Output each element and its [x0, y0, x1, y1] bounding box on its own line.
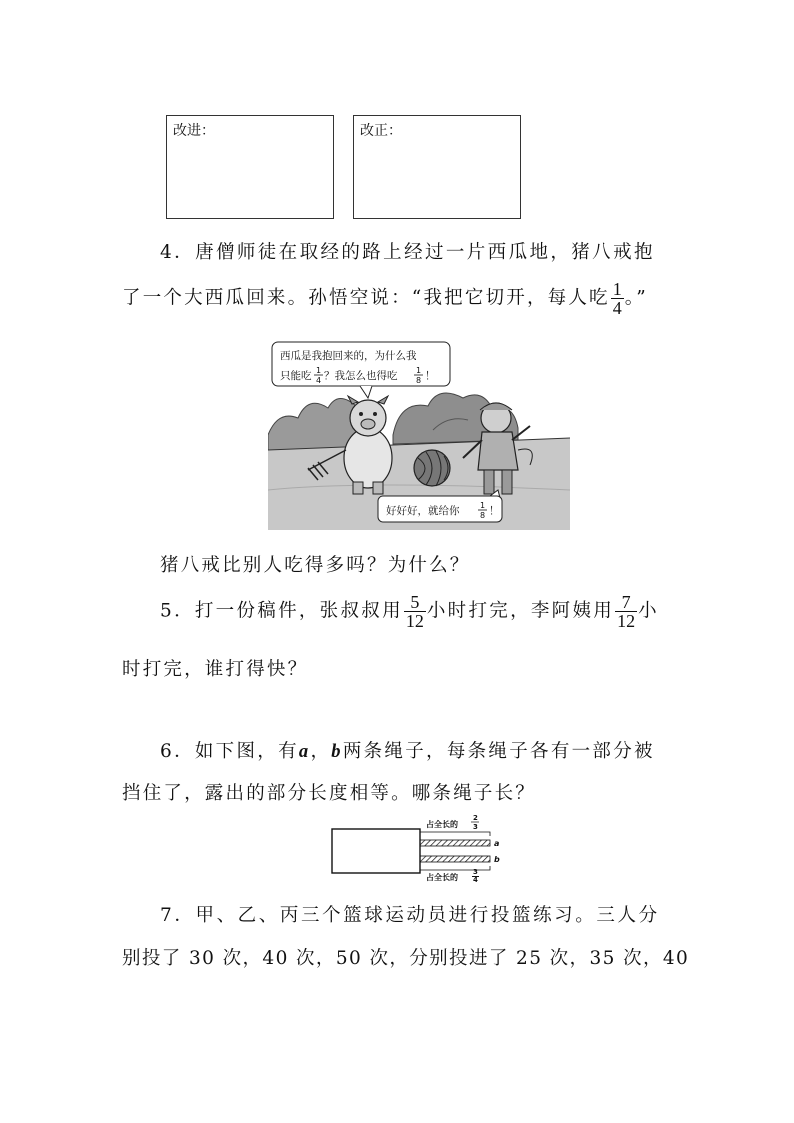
bubble-top-f1-num: 1: [316, 366, 322, 375]
bubble-top-line2c: ！: [425, 370, 436, 382]
rope-b: [420, 856, 490, 862]
rope-a-label: a: [494, 839, 500, 848]
q7-line2: 别投了 30 次，40 次，50 次，分别投进了 25 次，35 次，40: [122, 948, 690, 969]
bubble-top-line1: 西瓜是我抱回来的，为什么我: [280, 350, 417, 362]
q5-line2: 时打完，谁打得快？: [122, 659, 309, 680]
correct-box: [353, 115, 521, 219]
correct-label: 改正：: [360, 123, 402, 139]
bubble-top-line2a: 只能吃: [280, 370, 312, 382]
rope-b-label: b: [494, 855, 500, 864]
q7-line1: 7．甲、乙、丙三个篮球运动员进行投篮练习。三人分: [160, 905, 660, 926]
improve-label: 改进：: [173, 123, 215, 139]
q5-line1: 5．打一份稿件，张叔叔用 $\frac{5}{12}$ 小时打完，李阿姨用 $\frac{7}{12}$ 小: [160, 592, 659, 631]
bubble-bottom-f-num: 1: [480, 501, 486, 510]
rope-top-label: 占全长的: [426, 820, 458, 829]
q6-line2: 挡住了，露出的部分长度相等。哪条绳子长？: [122, 783, 537, 804]
rope-top-den: 3: [473, 823, 478, 831]
q5-fraction-2: $\frac{7}{12}$: [617, 592, 636, 631]
rope-a: [420, 840, 490, 846]
rope-bottom-fraction: 3 4: [473, 868, 478, 884]
q6-line1: 6．如下图，有a，b两条绳子，每条绳子各有一部分被: [160, 741, 655, 762]
q4-illustration: [268, 340, 570, 530]
rope-bottom-label-text: 占全长的: [426, 873, 458, 882]
bubble-bottom-b: ！: [489, 505, 500, 517]
bubble-top-f1-den: 4: [316, 376, 322, 385]
q4-line1: 4．唐僧师徒在取经的路上经过一片西瓜地，猪八戒抱: [160, 242, 655, 263]
cover-box: [332, 829, 420, 873]
improve-box: [166, 115, 334, 219]
q5-fraction-1: $\frac{5}{12}$: [405, 592, 424, 631]
q4-question: 猪八戒比别人吃得多吗？为什么？: [160, 555, 471, 576]
bubble-top-f2-num: 1: [416, 366, 422, 375]
bubble-top-line2b: ？我怎么也得吃: [324, 370, 398, 382]
rope-top-num: 2: [473, 814, 478, 822]
q4-line2: 了一个大西瓜回来。孙悟空说：“我把它切开，每人吃 $\frac{1}{4}$ 。”: [122, 279, 648, 318]
q4-fraction: $\frac{1}{4}$: [612, 279, 622, 318]
bubble-bottom-a: 好好好，就给你: [386, 505, 460, 517]
bubble-bottom-f-den: 8: [480, 511, 486, 520]
rope-diagram: [328, 812, 508, 876]
watermelon: [414, 450, 450, 486]
bubble-top-f2-den: 8: [416, 376, 422, 385]
